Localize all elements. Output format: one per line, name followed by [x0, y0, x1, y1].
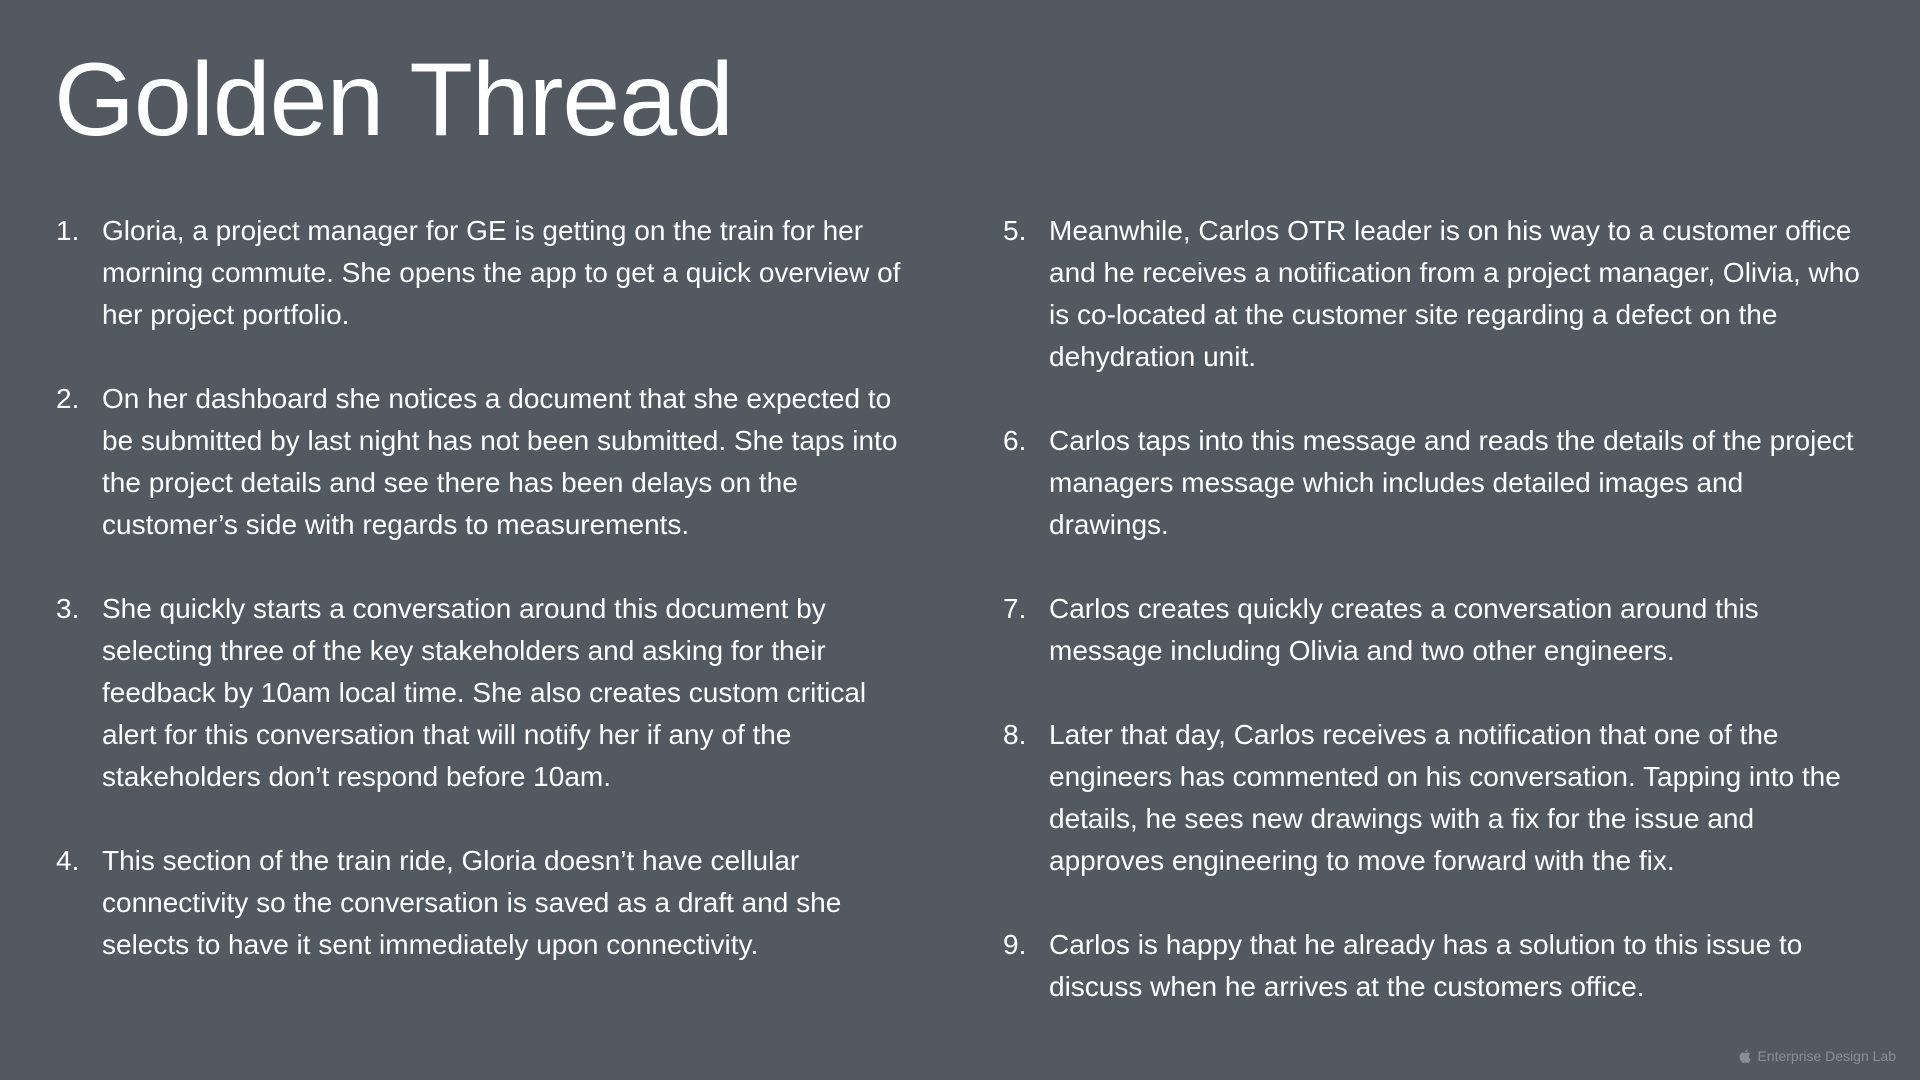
slide-title: Golden Thread	[54, 42, 733, 158]
step-number: 3.	[56, 593, 80, 624]
step-number: 4.	[56, 845, 80, 876]
step-text: Gloria, a project manager for GE is getting on the train for her morning commute. She opens the app to get a quick overview of her project portfolio.	[102, 215, 901, 330]
step-text: Meanwhile, Carlos OTR leader is on his way to a customer office and he receives a notification from a project manager, Olivia, who is co-located at the customer site regarding a defect on the dehydration unit.	[1049, 215, 1860, 372]
step-item	[1003, 420, 1863, 546]
step-text: This section of the train ride, Gloria doesn’t have cellular connectivity so the conversation is saved as a draft and she selects to have it sent immediately upon connectivity.	[102, 845, 842, 960]
step-number: 2.	[56, 383, 80, 414]
step-text: Carlos taps into this message and reads the details of the project managers message which includes detailed images and drawings.	[1049, 425, 1854, 540]
step-number: 7.	[1003, 593, 1027, 624]
step-text: On her dashboard she notices a document that she expected to be submitted by last night has not been submitted. She taps into the project details and see there has been delays on the customer’s side with regards to measurements.	[102, 383, 898, 540]
step-item	[56, 210, 926, 336]
apple-logo-icon	[1739, 1049, 1751, 1063]
footer-brand	[1739, 1048, 1896, 1064]
step-text: Later that day, Carlos receives a notification that one of the engineers has commented on his conversation. Tapping into the details, he sees new drawings with a fix for the issue and approves engineering to move forward with the fix.	[1049, 719, 1841, 876]
step-number: 8.	[1003, 719, 1027, 750]
step-item	[1003, 924, 1863, 1008]
step-number: 9.	[1003, 929, 1027, 960]
footer-label: Enterprise Design Lab	[1757, 1048, 1896, 1064]
step-number: 5.	[1003, 215, 1027, 246]
step-number: 1.	[56, 215, 80, 246]
step-item	[1003, 588, 1863, 672]
step-text: She quickly starts a conversation around this document by selecting three of the key stakeholders and asking for their feedback by 10am local time. She also creates custom critical alert for this conversation that will notify her if any of the stakeholders don’t respond before 10am.	[102, 593, 867, 792]
step-text: Carlos creates quickly creates a conversation around this message including Olivia and two other engineers.	[1049, 593, 1759, 666]
step-text: Carlos is happy that he already has a solution to this issue to discuss when he arrives at the customers office.	[1049, 929, 1803, 1002]
step-item	[56, 588, 926, 798]
step-item	[56, 840, 926, 966]
step-item	[56, 378, 926, 546]
step-item	[1003, 714, 1863, 882]
step-item	[1003, 210, 1863, 378]
steps-left-column	[56, 210, 926, 1008]
step-number: 6.	[1003, 425, 1027, 456]
steps-right-column	[1003, 210, 1863, 1050]
